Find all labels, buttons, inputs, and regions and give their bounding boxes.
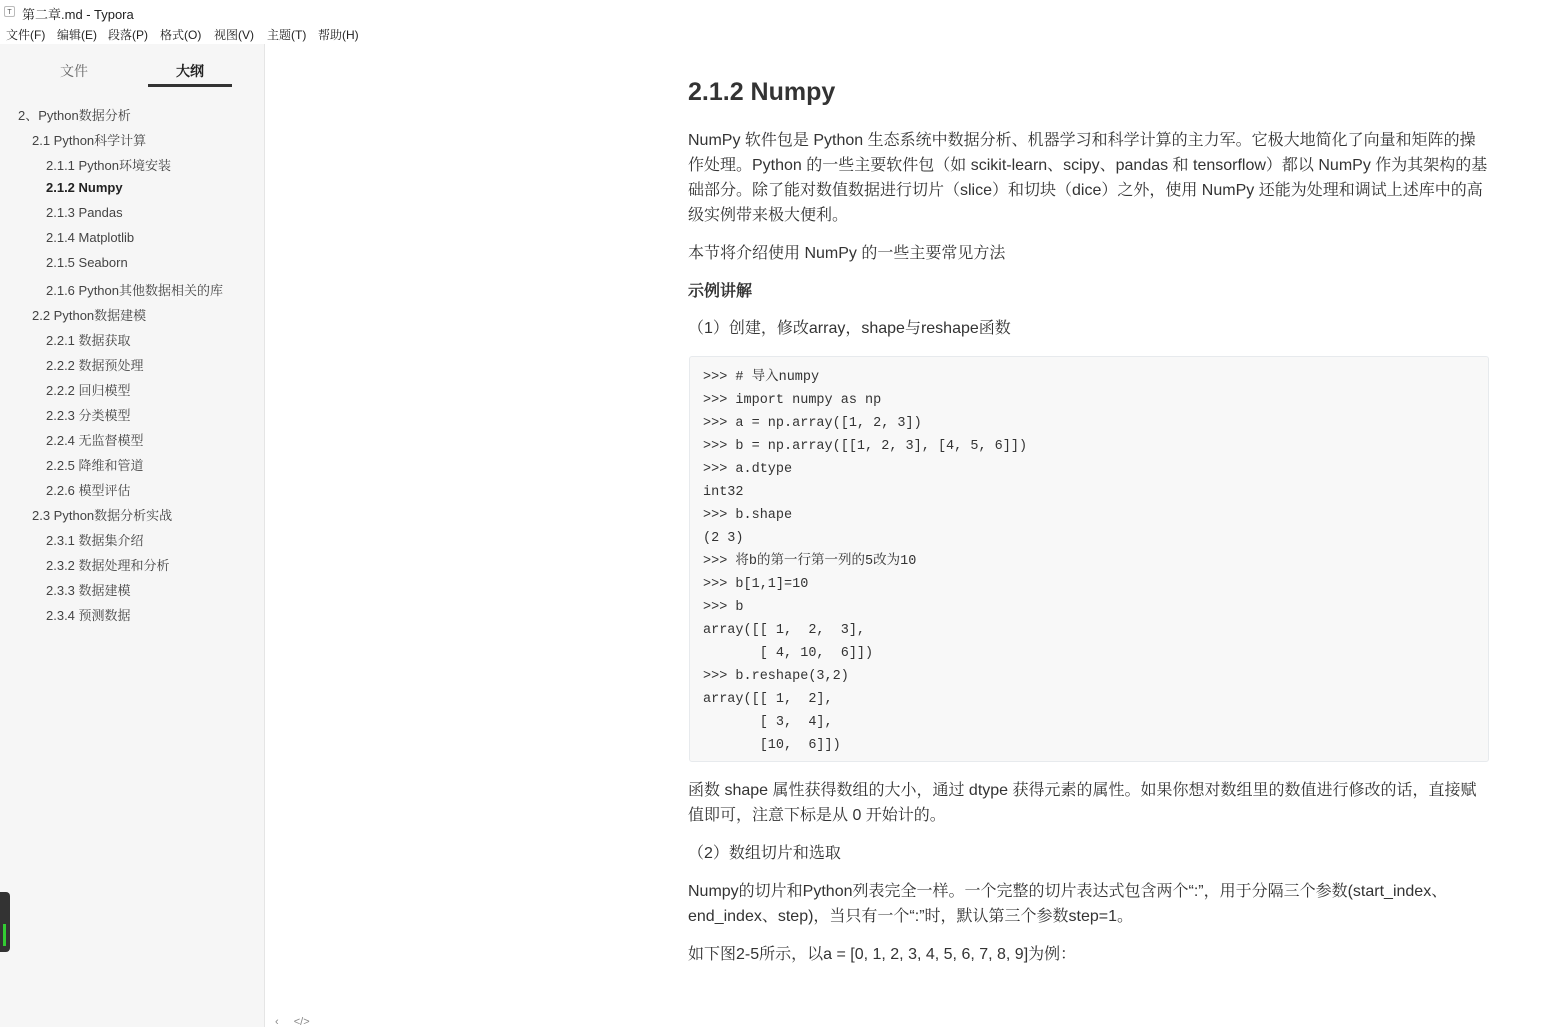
outline-item[interactable]: 2.3.3 数据建模 xyxy=(46,583,131,598)
tab-files[interactable]: 文件 xyxy=(60,63,88,79)
code-line: array([[ 1, 2, 3], xyxy=(703,623,866,638)
outline-item[interactable]: 2.2.5 降维和管道 xyxy=(46,458,144,473)
code-line: [ 3, 4], xyxy=(703,715,833,730)
source-code-mode-icon[interactable]: </> xyxy=(293,1016,310,1028)
code-line: array([[ 1, 2], xyxy=(703,692,833,707)
menu-bar xyxy=(0,22,1543,44)
menu-edit[interactable]: 编辑(E) xyxy=(57,28,97,42)
code-line: >>> 将b的第一行第一列的5改为10 xyxy=(703,554,917,569)
code-lines xyxy=(703,366,1475,757)
outline-item[interactable]: 2.1.5 Seaborn xyxy=(46,255,128,270)
footer-toolbar xyxy=(275,1016,322,1028)
example-paragraph: 如下图2-5所示，以a = [0, 1, 2, 3, 4, 5, 6, 7, 8, 9]为例： xyxy=(688,946,1077,963)
section-heading: 2.1.2 Numpy xyxy=(688,78,836,106)
outline-item[interactable]: 2.1.6 Python其他数据相关的库 xyxy=(46,283,223,298)
code-line: >>> b[1,1]=10 xyxy=(703,577,809,592)
code-line: >>> a.dtype xyxy=(703,462,793,477)
code-line: >>> # 导入numpy xyxy=(703,370,820,385)
outline-item[interactable]: 2.1.4 Matplotlib xyxy=(46,230,135,245)
code-block[interactable] xyxy=(689,356,1489,762)
outline-item[interactable]: 2.2.3 分类模型 xyxy=(46,408,131,423)
section-intro: 本节将介绍使用 NumPy 的一些主要常见方法 xyxy=(688,245,1006,262)
list-item-1: （1）创建，修改array，shape与reshape函数 xyxy=(688,320,1011,337)
outline-item[interactable]: 2.2.1 数据获取 xyxy=(46,333,131,348)
shape-paragraph: 函数 shape 属性获得数组的大小，通过 dtype 获得元素的属性。如果你想对数组里的数值进行修改的话，直接赋值即可，注意下标是从 0 开始计的。 xyxy=(688,782,1477,824)
code-line: >>> b xyxy=(703,600,744,615)
outline-item[interactable]: 2.2.2 数据预处理 xyxy=(46,358,144,373)
menu-view[interactable]: 视图(V) xyxy=(214,28,254,42)
tab-outline[interactable]: 大纲 xyxy=(176,63,204,79)
menu-file[interactable]: 文件(F) xyxy=(6,28,46,42)
sidebar xyxy=(0,44,265,1027)
menu-paragraph[interactable]: 段落(P) xyxy=(108,28,148,42)
code-line: >>> b.shape xyxy=(703,508,793,523)
outline-item[interactable]: 2.1.2 Numpy xyxy=(46,180,123,195)
list-item-2: （2）数组切片和选取 xyxy=(688,845,841,862)
code-line: int32 xyxy=(703,485,744,500)
menu-theme[interactable]: 主题(T) xyxy=(267,28,307,42)
code-line: >>> b.reshape(3,2) xyxy=(703,669,849,684)
window-title: 第二章.md - Typora xyxy=(22,7,134,22)
handle-meter xyxy=(3,924,6,946)
code-line: >>> import numpy as np xyxy=(703,393,882,408)
example-title: 示例讲解 xyxy=(688,283,753,300)
outline-item[interactable]: 2.1 Python科学计算 xyxy=(32,133,147,148)
outline-item[interactable]: 2.1.3 Pandas xyxy=(46,205,123,220)
code-line: (2 3) xyxy=(703,531,744,546)
menu-format[interactable]: 格式(O) xyxy=(160,28,202,42)
outline-item[interactable]: 2.2.4 无监督模型 xyxy=(46,433,144,448)
slicing-paragraph: Numpy的切片和Python列表完全一样。一个完整的切片表达式包含两个“:”，用于分隔三个参数(start_index、end_index、step)，当只有一个“:”时，默认第三个参数step=1。 xyxy=(688,883,1448,925)
outline-item[interactable]: 2.3.4 预测数据 xyxy=(46,608,131,623)
menu-help[interactable]: 帮助(H) xyxy=(318,28,359,42)
code-line: >>> a = np.array([1, 2, 3]) xyxy=(703,416,922,431)
outline-item[interactable]: 2.2.6 模型评估 xyxy=(46,483,131,498)
outline-item[interactable]: 2.3.2 数据处理和分析 xyxy=(46,558,170,573)
sidebar-handle[interactable] xyxy=(0,892,10,952)
active-tab-indicator xyxy=(148,84,232,87)
outline-item[interactable]: 2.2 Python数据建模 xyxy=(32,308,147,323)
code-line: [ 4, 10, 6]]) xyxy=(703,646,874,661)
outline-item[interactable]: 2.3.1 数据集介绍 xyxy=(46,533,144,548)
toggle-sidebar-icon[interactable]: ‹ xyxy=(275,1016,279,1028)
intro-paragraph: NumPy 软件包是 Python 生态系统中数据分析、机器学习和科学计算的主力军。它极大地简化了向量和矩阵的操作处理。Python 的一些主要软件包（如 scikit-learn、scipy、pandas 和 tensorflow）都以 NumPy 作为其架构的基础部分。除了能对数值数据进行切片（slice）和切块（dice）之外，使用 NumPy 还能为处理和调试上述库中的高级实例带来极大便利。 xyxy=(688,132,1488,224)
outline-item[interactable]: 2.3 Python数据分析实战 xyxy=(32,508,173,523)
outline-item[interactable]: 2.2.2 回归模型 xyxy=(46,383,131,398)
outline-item[interactable]: 2.1.1 Python环境安装 xyxy=(46,158,171,173)
outline-item[interactable]: 2、Python数据分析 xyxy=(18,108,131,123)
title-bar xyxy=(0,0,1543,22)
typora-app-icon: T xyxy=(4,6,15,17)
code-line: >>> b = np.array([[1, 2, 3], [4, 5, 6]]) xyxy=(703,439,1028,454)
code-line: [10, 6]]) xyxy=(703,738,841,753)
